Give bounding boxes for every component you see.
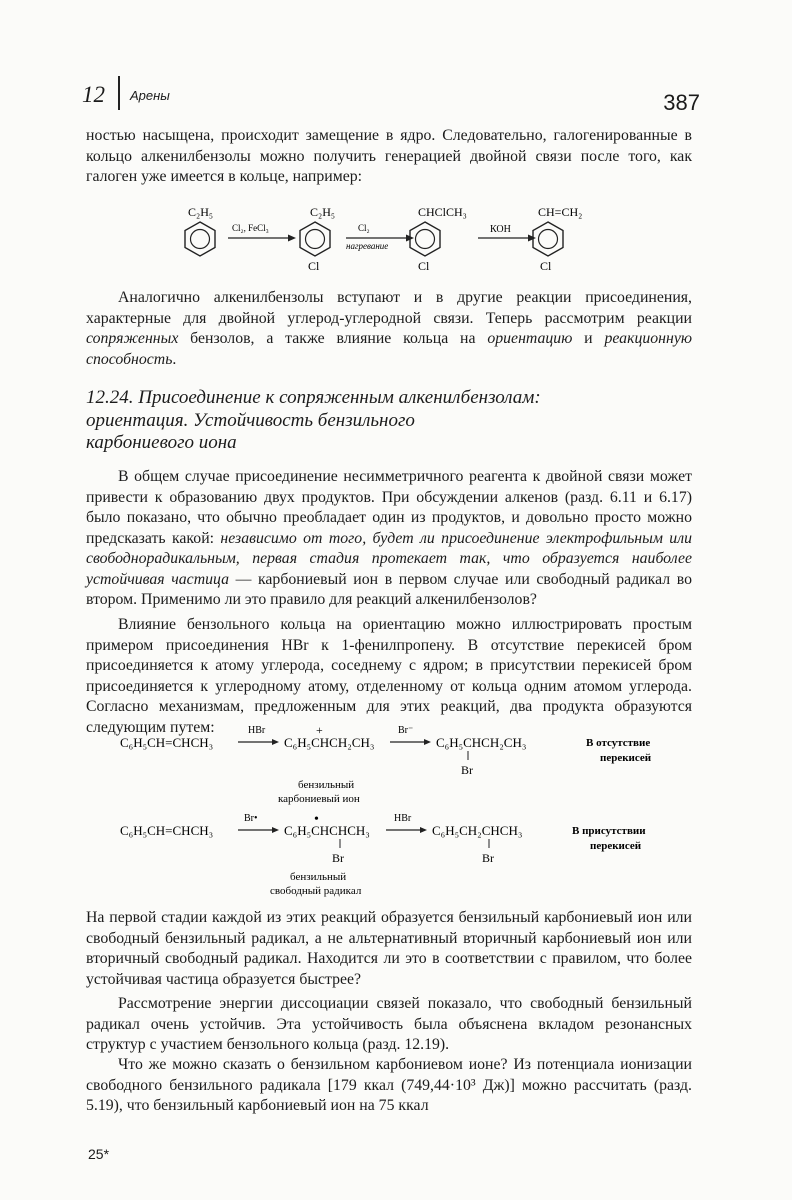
r1-label-1: бензильный [298,779,355,791]
substituent-4: CH=CH₂ [538,205,583,219]
chlorine-4: Cl [540,259,552,273]
r2-condition-2: перекисей [590,840,642,852]
paragraph-4: Влияние бензольного кольца на ориентацию можно иллюстрировать простым примером присоединения HBr к 1-фенилпропену. В отсутствие перекисей бром присоединяется к атому углерода, соседнему с ядром; в присутствии перекисей бром присоединяется к углеродному атому, отделенному от кольца одним атомом углерода. Согласно механизмам, предложенным для этих реакций, два продукта образуются следующим путем: [86,616,692,736]
p2-text-c: бензолов, а также влияние кольца на [178,330,488,347]
r1-condition-2: перекисей [600,752,652,764]
r1-charge: + [316,723,323,737]
section-heading [86,387,692,455]
scheme-chlorination [170,198,630,276]
p2-emphasis-conjugated: сопряженных [86,330,179,347]
r1-reagent1: HBr [248,725,266,736]
r2-arrow2-head [420,827,427,833]
section-heading-line-1: 12.24. Присоединение к сопряженным алкенилбензолам: [86,387,541,408]
p2-text-g: . [172,350,177,368]
r2-product: C₆H₅CH₂CHCH₃ [432,823,523,838]
scheme-hbr-addition [110,720,700,900]
r1-condition-1: В отсутствие [586,737,651,749]
r1-start: C₆H₅CH=CHCH₃ [120,735,214,750]
page-header [80,74,700,118]
benzene-ring-1 [185,222,215,256]
arrow-1-head [288,235,296,242]
paragraph-1: ностью насыщена, происходит замещение в ядро. Следовательно, галогенированные в кольцо алкенилбензолы можно получить генерацией двойной связи после того, как галоген уже имеется в кольце, например: [86,127,692,185]
r2-label-2: свободный радикал [270,885,362,897]
arrow-3-head [528,235,536,242]
r1-intermediate: C₆H₅CHCH₂CH₃ [284,735,375,750]
p2-text-e: и [572,330,605,347]
paragraph-7: Что же можно сказать о бензильном карбониевом ионе? Из потенциала ионизации свободного бензильного радикала [179 ккал (749,44·10³ Дж)] можно рассчитать (разд. 5.19), что бензильный карбониевый ион на 75 ккал [86,1056,692,1114]
p2-emphasis-orientation: ориентацию [487,330,573,347]
p2-text-a: Аналогично алкенилбензолы вступают и в другие реакции присоединения, характерные для двойной углерод-углеродной связи. Теперь рассмотрим реакции [86,289,692,327]
r2-bromine-1: Br [332,851,344,865]
r2-condition-1: В присутствии [572,825,646,837]
substituent-3: CHClCH₃ [418,205,467,219]
p3-text-a: В общем случае присоединение несимметричного реагента к двойной связи может привести к образованию двух продуктов. При обсуждении алкенов (разд. 6.11 и 6.17) было показано, что обычно преобладает один из продуктов, и довольно просто можно предсказать какой: [86,468,692,547]
benzene-ring-2 [300,222,330,256]
benzene-ring-4 [533,222,563,256]
r2-start: C₆H₅CH=CHCH₃ [120,823,214,838]
chlorine-2: Cl [308,259,320,273]
benzene-ring-3 [410,222,440,256]
chapter-number: 12 [82,82,105,107]
arrow-1-reagent: Cl₂, FeCl₃ [232,223,269,233]
paragraph-3 [86,467,692,611]
p3-emphasis-rule: независимо от того, будет ли присоединение электрофильным или свободнорадикальным, первая стадия протекает так, что образуется наиболее устойчивая частица [86,529,692,588]
r1-bromine: Br [461,763,473,777]
chapter-title: Арены [130,88,170,103]
r1-product: C₆H₅CHCH₂CH₃ [436,735,527,750]
p3-text-c: — карбониевый ион в первом случае или свободный радикал во втором. Применимо ли это правило для реакций алкенилбензолов? [86,570,692,608]
r2-reagent1: Br• [244,813,258,824]
substituent-2: C₂H₅ [310,205,336,219]
r2-radical-dot: • [314,812,319,827]
r2-arrow1-head [272,827,279,833]
r1-label-2: карбониевый ион [278,793,360,805]
arrow-2-condition: нагревание [346,241,389,251]
paragraph-6: Рассмотрение энергии диссоциации связей показало, что свободный бензильный радикал очень устойчив. Эта устойчивость была объяснена вкладом резонансных структур с участием бензольного кольца (разд. 12.19). [86,995,692,1053]
arrow-3-reagent: КОН [490,224,511,235]
section-heading-line-2: ориентация. Устойчивость бензильного [86,409,415,431]
r1-arrow1-head [272,739,279,745]
page-number: 387 [663,90,700,115]
chlorine-3: Cl [418,259,430,273]
paragraph-5: На первой стадии каждой из этих реакций образуется бензильный карбониевый ион или свободный бензильный радикал, а не альтернативный вторичный карбониевый ион или вторичный свободный радикал. Находится ли это в соответствии с правилом, что более устойчивая частица образуется быстрее? [86,909,692,988]
p2-emphasis-reactivity: реакционную способность [86,330,692,368]
paragraph-2 [86,288,692,370]
signature-mark: 25* [88,1146,110,1162]
arrow-2-reagent: Cl₂ [358,223,370,233]
substituent-1: C₂H₅ [188,205,214,219]
r2-bromine-2: Br [482,851,494,865]
r2-reagent2: HBr [394,813,412,824]
header-divider [118,76,120,110]
section-heading-line-3: карбониевого иона [86,432,237,453]
r2-intermediate: C₆H₅CHCHCH₃ [284,823,370,838]
r1-arrow2-head [424,739,431,745]
r1-reagent2: Br⁻ [398,725,414,736]
r2-label-1: бензильный [290,871,347,883]
